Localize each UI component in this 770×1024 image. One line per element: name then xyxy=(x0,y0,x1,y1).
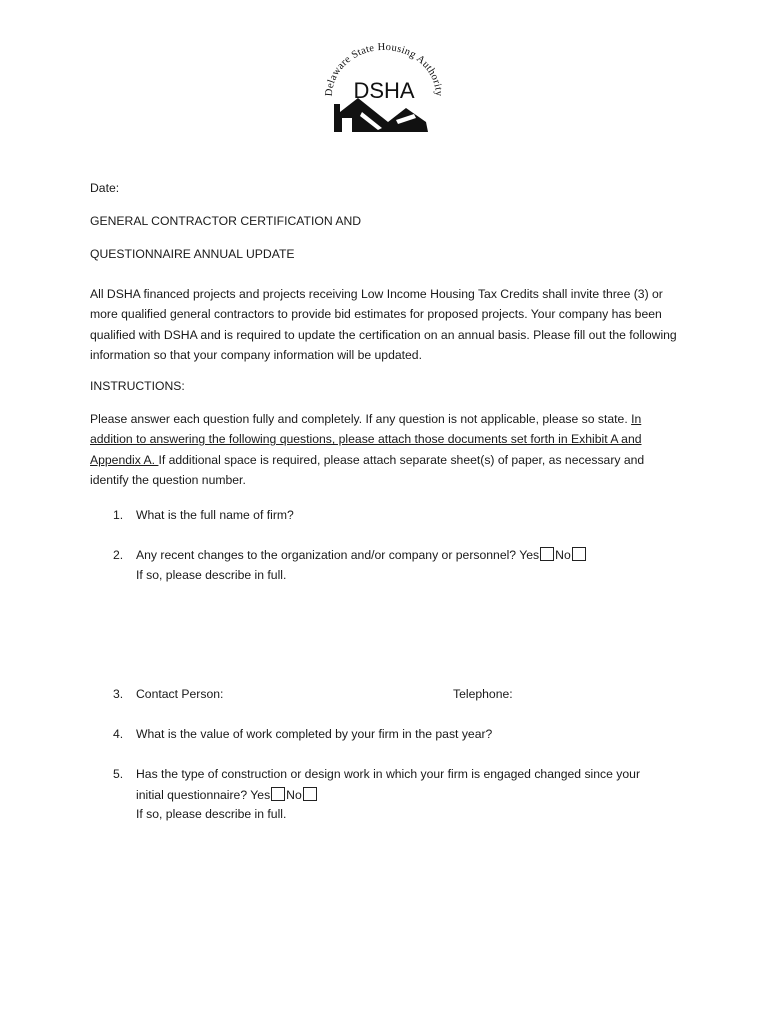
instructions-underlined: In addition to answering the following questions, please attach those documents set forth in Exhibit A and Appendix A. xyxy=(90,412,642,467)
logo-arc-text: Delaware State Housing Authority xyxy=(323,42,445,97)
q2-no-label: No xyxy=(555,548,571,562)
question-5-text-line1: Has the type of construction or design work in which your firm is engaged changed since your xyxy=(136,767,641,781)
question-2-number: 2. xyxy=(113,548,124,562)
q2-no-checkbox[interactable] xyxy=(572,547,586,561)
intro-paragraph: All DSHA financed projects and projects receiving Low Income Housing Tax Credits shall invite three (3) or more qualified general contractors to provide bid estimates for proposed projects. Your company has been qualified with DSHA and is required to update the certification on an annual basis. Please fill out the following information so that your company information will be updated. xyxy=(90,287,677,362)
telephone-label: Telephone: xyxy=(453,687,513,701)
question-2-followup: If so, please describe in full. xyxy=(136,568,287,582)
question-5-number: 5. xyxy=(113,767,124,781)
dsha-logo xyxy=(318,42,450,134)
contact-person-label: Contact Person: xyxy=(136,687,224,701)
q5-yes-checkbox[interactable] xyxy=(271,787,285,801)
q5-no-checkbox[interactable] xyxy=(303,787,317,801)
title-line-2: QUESTIONNAIRE ANNUAL UPDATE xyxy=(90,247,295,261)
logo-main-text: DSHA xyxy=(353,78,415,103)
question-3-number: 3. xyxy=(113,687,124,701)
question-4-text: What is the value of work completed by your firm in the past year? xyxy=(136,727,493,741)
question-1-number: 1. xyxy=(113,508,124,522)
q5-no-label: No xyxy=(286,788,302,802)
question-1-text: What is the full name of firm? xyxy=(136,508,294,522)
question-4-number: 4. xyxy=(113,727,124,741)
title-line-1: GENERAL CONTRACTOR CERTIFICATION AND xyxy=(90,214,362,228)
instructions-heading: INSTRUCTIONS: xyxy=(90,379,185,393)
q2-yes-checkbox[interactable] xyxy=(540,547,554,561)
question-5-text-line2: initial questionnaire? Yes No xyxy=(136,785,318,805)
question-5-followup: If so, please describe in full. xyxy=(136,807,287,821)
instructions-paragraph: Please answer each question fully and completely. If any question is not applicable, please so state. In addition to answering the following questions, please attach those documents set forth in Exhibit A and Appendix A. If additional space is required, please attach separate sheet(s) of paper, as necessary and identify the question number. xyxy=(90,412,645,487)
question-2-text: Any recent changes to the organization and/or company or personnel? Yes No xyxy=(136,545,587,565)
date-label: Date: xyxy=(90,181,120,195)
